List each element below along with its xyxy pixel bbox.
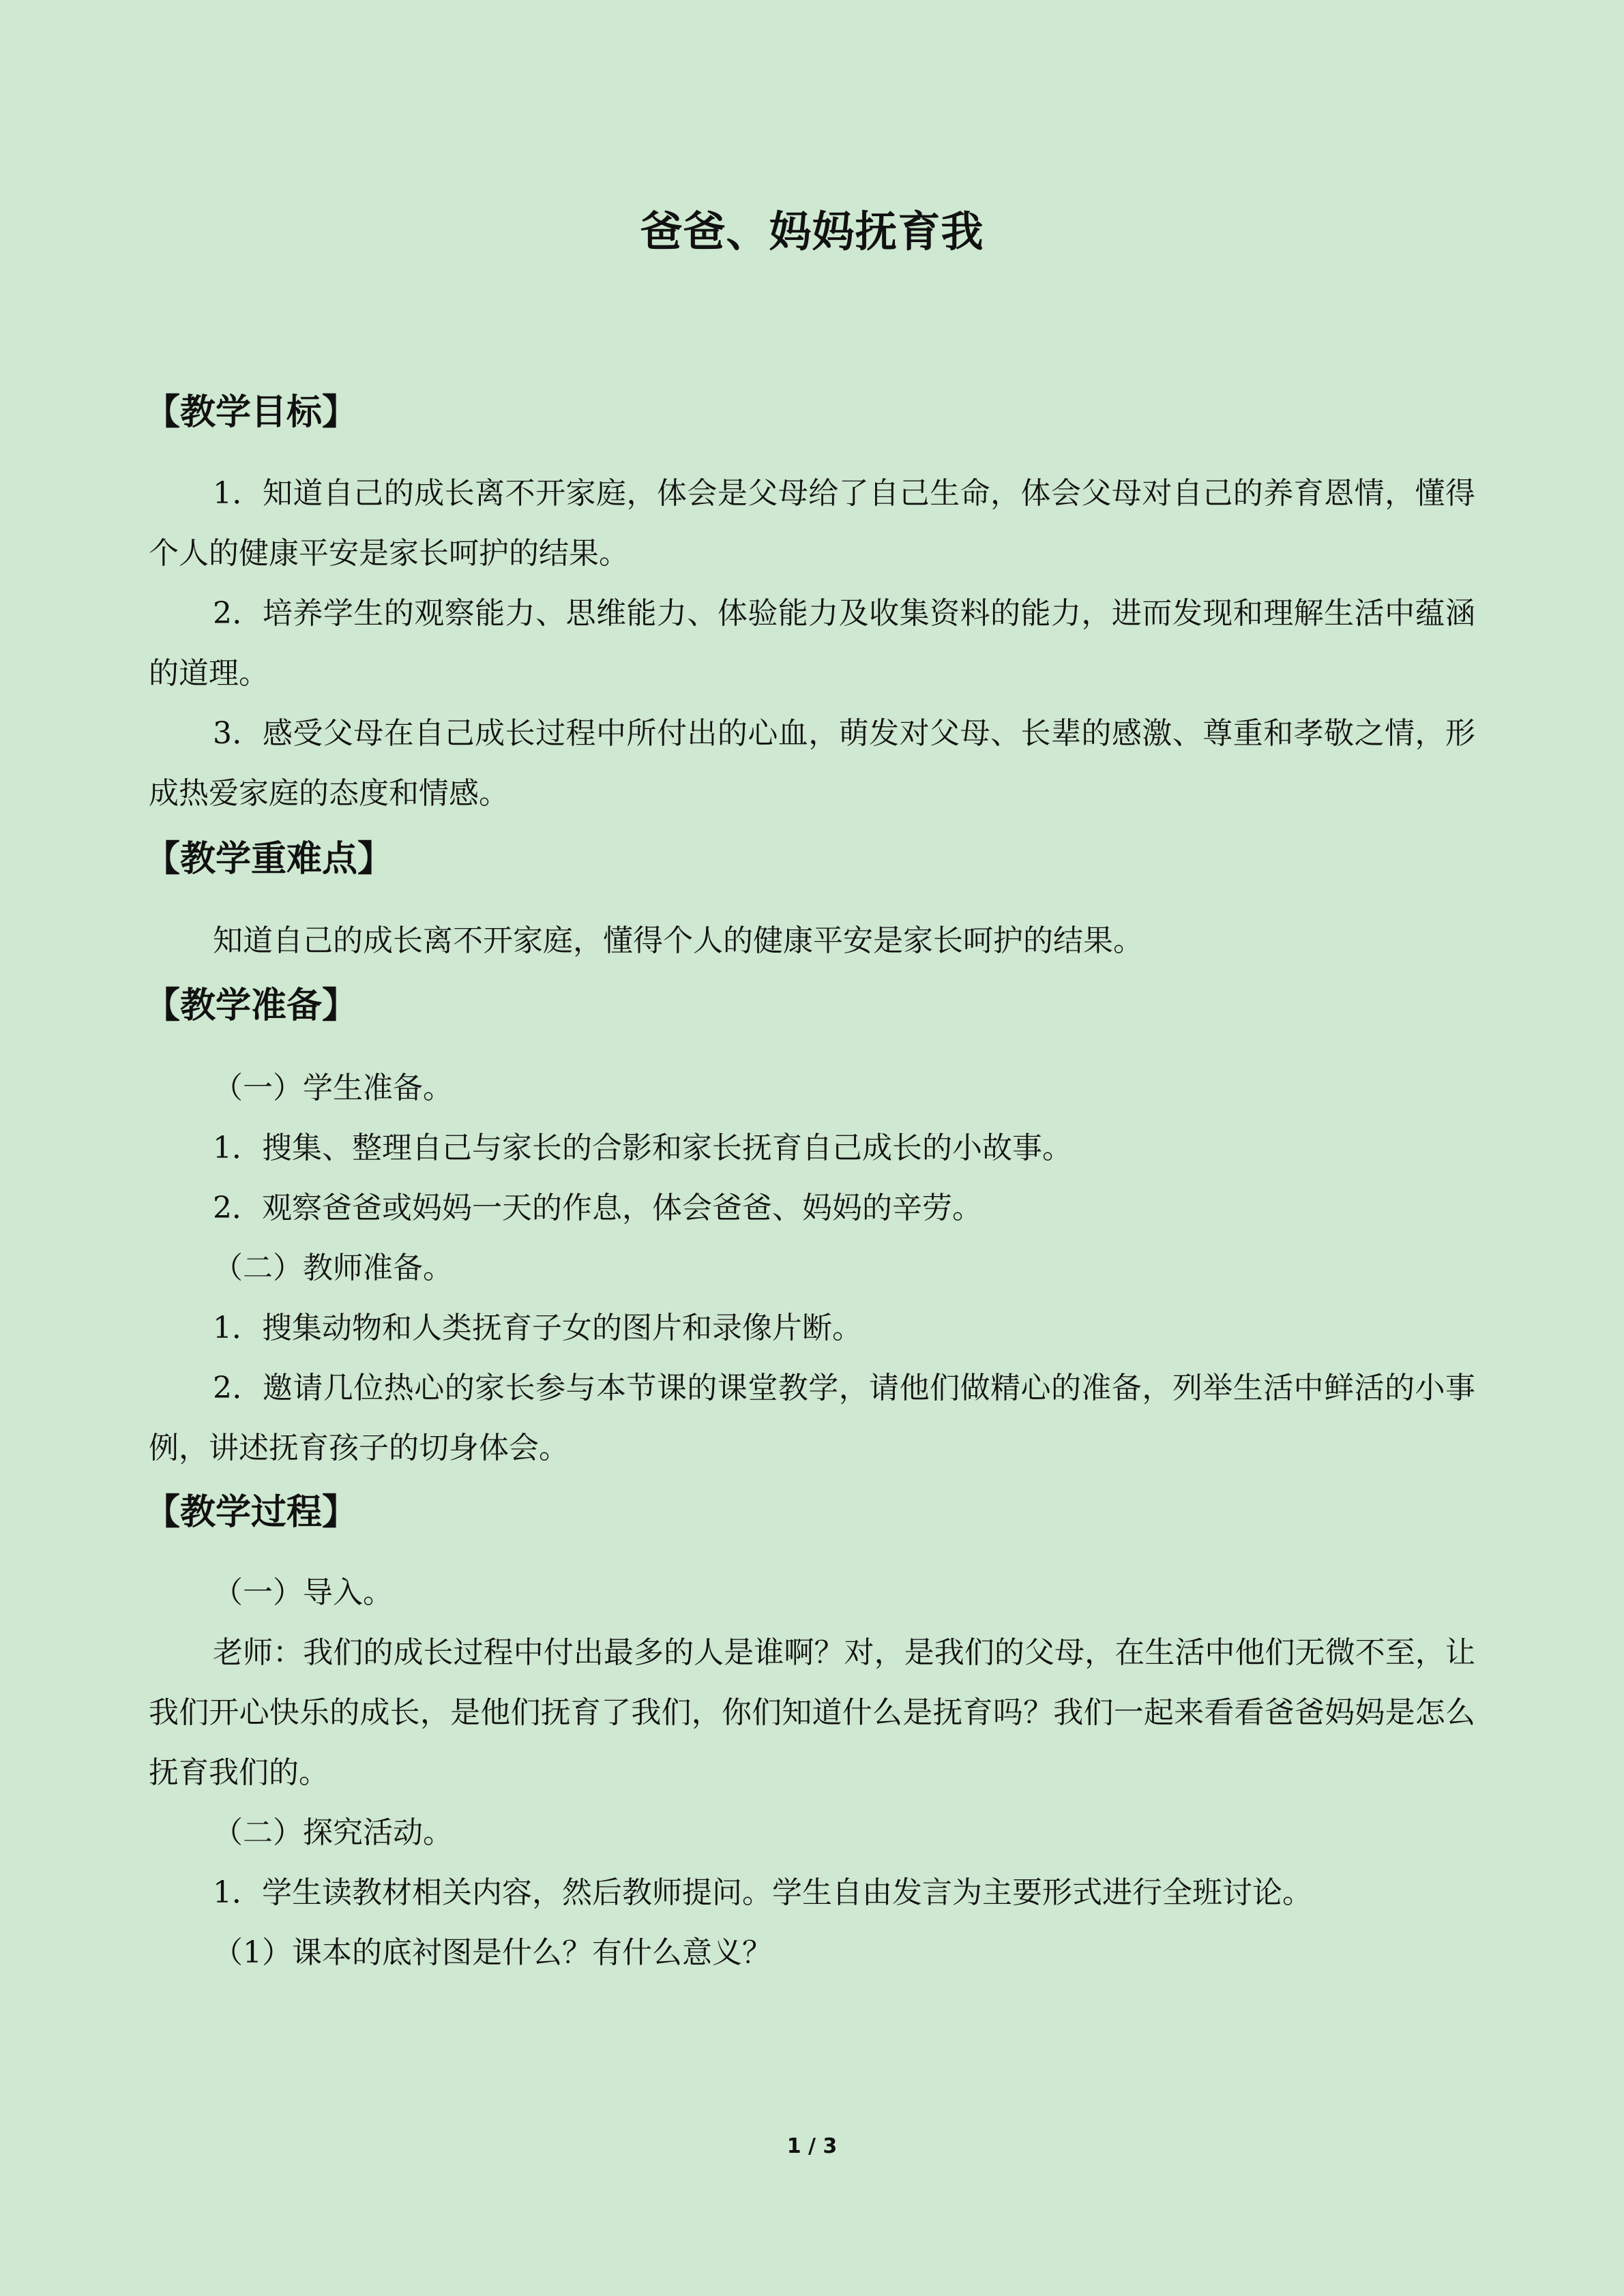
teacher-prep-item-1: 1．搜集动物和人类抚育子女的图片和录像片断。 xyxy=(213,1311,862,1345)
explore-question-1: （1）课本的底衬图是什么？有什么意义？ xyxy=(213,1935,772,1970)
student-prep-label: （一）学生准备。 xyxy=(213,1071,453,1105)
explore-label: （二）探究活动。 xyxy=(213,1815,453,1850)
student-prep-item-1: 1．搜集、整理自己与家长的合影和家长抚育自己成长的小故事。 xyxy=(213,1131,1072,1165)
goal-item-1: 1．知道自己的成长离不开家庭，体会是父母给了自己生命，体会父母对自己的养育恩情，懂得个人的健康平安是家长呵护的结果。 xyxy=(149,476,1475,571)
teacher-prep-label: （二）教师准备。 xyxy=(213,1251,453,1285)
goal-item-3: 3．感受父母在自己成长过程中所付出的心血，萌发对父母、长辈的感激、尊重和孝敬之情，形成热爱家庭的态度和情感。 xyxy=(149,716,1475,811)
student-prep-item-2: 2．观察爸爸或妈妈一天的作息，体会爸爸、妈妈的辛劳。 xyxy=(213,1191,982,1225)
teacher-prep-item-2: 2．邀请几位热心的家长参与本节课的课堂教学，请他们做精心的准备，列举生活中鲜活的小事例，讲述抚育孩子的切身体会。 xyxy=(149,1371,1475,1465)
intro-text: 老师：我们的成长过程中付出最多的人是谁啊？对，是我们的父母，在生活中他们无微不至，让我们开心快乐的成长，是他们抚育了我们，你们知道什么是抚育吗？我们一起来看看爸爸妈妈是怎么抚育我们的。 xyxy=(149,1635,1475,1790)
goal-item-2: 2．培养学生的观察能力、思维能力、体验能力及收集资料的能力，进而发现和理解生活中蕴涵的道理。 xyxy=(149,596,1475,691)
page-title: 爸爸、妈妈抚育我 xyxy=(640,207,984,256)
section-heading-goals: 【教学目标】 xyxy=(145,392,358,433)
intro-label: （一）导入。 xyxy=(213,1575,393,1610)
key-points-text: 知道自己的成长离不开家庭，懂得个人的健康平安是家长呵护的结果。 xyxy=(213,923,1143,958)
explore-item-1: 1．学生读教材相关内容，然后教师提问。学生自由发言为主要形式进行全班讨论。 xyxy=(213,1875,1312,1910)
section-heading-key-points: 【教学重难点】 xyxy=(145,839,394,880)
page-number: 1 / 3 xyxy=(786,2134,838,2158)
section-heading-preparation: 【教学准备】 xyxy=(145,985,358,1026)
section-heading-process: 【教学过程】 xyxy=(145,1492,358,1533)
